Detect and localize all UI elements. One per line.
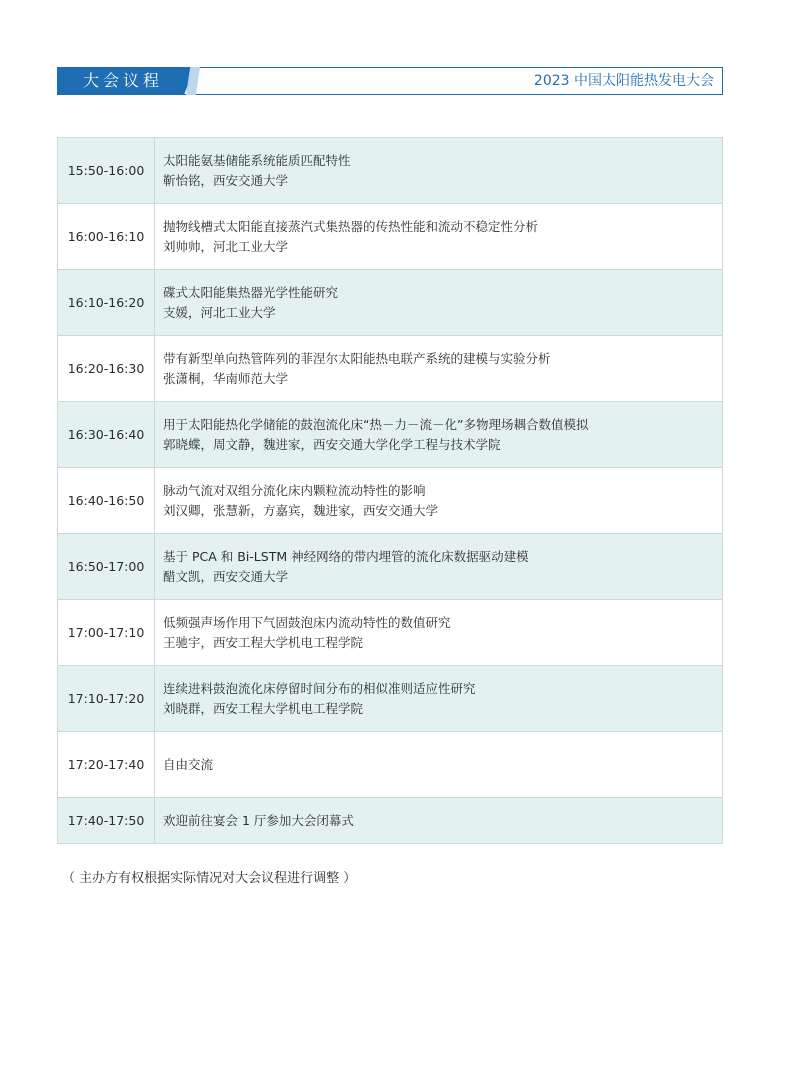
agenda-row [58,600,723,666]
talk-authors: 刘晓群，西安工程大学机电工程学院 [163,700,364,716]
talk-title: 碟式太阳能集热器光学性能研究 [163,284,339,300]
talk-title: 连续进料鼓泡流化床停留时间分布的相似准则适应性研究 [163,680,476,696]
agenda-time: 17:20-17:40 [58,732,155,798]
agenda-topic [155,138,723,204]
talk-title: 太阳能氨基储能系统能质匹配特性 [163,152,351,168]
agenda-topic [155,732,723,798]
agenda-row [58,138,723,204]
agenda-topic [155,534,723,600]
agenda-topic [155,336,723,402]
agenda-time: 16:50-17:00 [58,534,155,600]
talk-title: 抛物线槽式太阳能直接蒸汽式集热器的传热性能和流动不稳定性分析 [163,218,539,234]
talk-authors: 支媛，河北工业大学 [163,304,276,320]
talk-authors: 张潇桐，华南师范大学 [163,370,289,386]
talk-authors: 刘帅帅，河北工业大学 [163,238,289,254]
agenda-table-body [58,138,723,844]
agenda-row [58,798,723,844]
agenda-time: 16:00-16:10 [58,204,155,270]
agenda-topic [155,204,723,270]
agenda-topic [155,270,723,336]
talk-title: 低频强声场作用下气固鼓泡床内流动特性的数值研究 [163,614,451,630]
agenda-time: 16:30-16:40 [58,402,155,468]
talk-authors: 醋文凯，西安交通大学 [163,568,289,584]
agenda-time: 16:40-16:50 [58,468,155,534]
agenda-time: 17:40-17:50 [58,798,155,844]
agenda-time: 16:10-16:20 [58,270,155,336]
agenda-row [58,270,723,336]
agenda-time: 17:00-17:10 [58,600,155,666]
agenda-topic [155,402,723,468]
talk-title: 基于 PCA 和 Bi-LSTM 神经网络的带内埋管的流化床数据驱动建模 [163,548,529,564]
talk-title: 自由交流 [163,756,214,772]
agenda-row [58,666,723,732]
agenda-row [58,534,723,600]
agenda-row [58,204,723,270]
agenda-time: 17:10-17:20 [58,666,155,732]
agenda-topic [155,600,723,666]
talk-title: 脉动气流对双组分流化床内颗粒流动特性的影响 [163,482,426,498]
agenda-row [58,402,723,468]
talk-authors: 郭晓蝶，周文静，魏进家，西安交通大学化学工程与技术学院 [163,436,501,452]
section-title: 大会议程 [82,71,163,90]
agenda-topic [155,468,723,534]
talk-authors: 靳怡铭，西安交通大学 [163,172,289,188]
agenda-table [57,137,723,844]
agenda-topic [155,666,723,732]
talk-title: 欢迎前往宴会 1 厅参加大会闭幕式 [163,812,354,828]
agenda-row [58,732,723,798]
talk-authors: 刘汉卿，张慧新，方嘉宾，魏进家，西安交通大学 [163,502,439,518]
talk-title: 用于太阳能热化学储能的鼓泡流化床“热－力－流－化”多物理场耦合数值模拟 [163,416,589,432]
page-header [57,67,723,95]
agenda-time: 16:20-16:30 [58,336,155,402]
agenda-row [58,336,723,402]
conference-name: 2023 中国太阳能热发电大会 [533,73,714,89]
adjustment-note: （ 主办方有权根据实际情况对大会议程进行调整 ） [62,871,357,886]
talk-authors: 王驰宇，西安工程大学机电工程学院 [163,634,364,650]
agenda-topic [155,798,723,844]
agenda-time: 15:50-16:00 [58,138,155,204]
agenda-row [58,468,723,534]
talk-title: 带有新型单向热管阵列的菲涅尔太阳能热电联产系统的建模与实验分析 [163,350,551,366]
